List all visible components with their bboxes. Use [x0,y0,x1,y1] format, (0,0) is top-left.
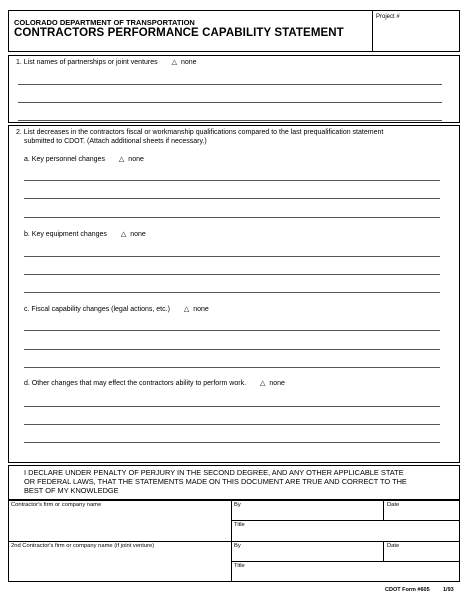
by-field[interactable] [233,550,381,560]
second-firm-name-field[interactable] [10,551,229,580]
section-2-question-line-2: submitted to CDOT. (Attach additional sheets if necessary.) [24,138,207,145]
answer-line[interactable] [24,442,440,443]
none-option-label: none [193,306,209,313]
section-1-question [16,59,197,67]
answer-line[interactable] [18,120,442,121]
declaration-line-3: BEST OF MY KNOWLEDGE [24,486,119,495]
none-checkbox-icon[interactable]: △ [259,380,266,387]
answer-line[interactable] [24,256,440,257]
form-number: CDOT Form #605 [385,587,430,593]
answer-line[interactable] [18,102,442,103]
none-option-label: none [269,380,285,387]
date-divider [383,541,384,561]
answer-line[interactable] [24,330,440,331]
section-1-question-text: 1. List names of partnerships or joint ventures [16,59,158,66]
declaration-line-1: I DECLARE UNDER PENALTY OF PERJURY IN THE SECOND DEGREE, AND ANY OTHER APPLICABLE STATE [24,468,404,477]
item-key-personnel [24,156,144,164]
row-divider [231,561,460,562]
title-label: Title [234,563,245,569]
row-divider [231,520,460,521]
row-divider [8,541,460,542]
title-field[interactable] [233,529,458,540]
item-label: c. Fiscal capability changes (legal actions, etc.) [24,306,170,313]
item-other-changes [24,380,285,388]
firm-name-label: Contractor's firm or company name [11,502,102,508]
department-name: COLORADO DEPARTMENT OF TRANSPORTATION [14,18,195,27]
header-divider [372,10,373,52]
item-fiscal-capability [24,306,209,314]
answer-line[interactable] [24,198,440,199]
by-label: By [234,502,241,508]
item-label: d. Other changes that may effect the contractors ability to perform work. [24,380,247,387]
none-checkbox-icon[interactable]: △ [171,59,177,66]
second-firm-name-label: 2nd Contractor's firm or company name (if joint venture) [11,543,155,549]
item-label: a. Key personnel changes [24,156,105,163]
none-checkbox-icon[interactable]: △ [118,156,125,163]
by-field[interactable] [233,509,381,519]
declaration-line-2: OR FEDERAL LAWS, THAT THE STATEMENTS MADE ON THIS DOCUMENT ARE TRUE AND CORRECT TO THE [24,477,407,486]
none-checkbox-icon[interactable]: △ [183,306,190,313]
answer-line[interactable] [24,217,440,218]
answer-line[interactable] [24,406,440,407]
section-2-question-line-1: 2. List decreases in the contractors fiscal or workmanship qualifications compared to the last prequalification statement [16,129,384,136]
none-checkbox-icon[interactable]: △ [120,231,127,238]
item-key-equipment [24,231,146,239]
answer-line[interactable] [24,424,440,425]
date-field[interactable] [385,550,458,560]
title-label: Title [234,522,245,528]
project-number-label: Project # [376,14,400,20]
title-field[interactable] [233,570,458,581]
none-option-label: none [128,156,144,163]
answer-line[interactable] [18,84,442,85]
date-label: Date [387,543,400,549]
by-label: By [234,543,241,549]
answer-line[interactable] [24,349,440,350]
answer-line[interactable] [24,180,440,181]
item-label: b. Key equipment changes [24,231,107,238]
section-2-box [8,125,460,463]
answer-line[interactable] [24,274,440,275]
answer-line[interactable] [24,367,440,368]
project-number-field[interactable] [374,22,458,50]
none-option-label: none [180,59,197,66]
form-revision: 1/93 [443,587,454,593]
form-title: CONTRACTORS PERFORMANCE CAPABILITY STATEMENT [14,27,344,39]
firm-name-field[interactable] [10,510,229,539]
none-option-label: none [130,231,146,238]
date-field[interactable] [385,509,458,519]
date-divider [383,500,384,520]
answer-line[interactable] [24,292,440,293]
date-label: Date [387,502,400,508]
